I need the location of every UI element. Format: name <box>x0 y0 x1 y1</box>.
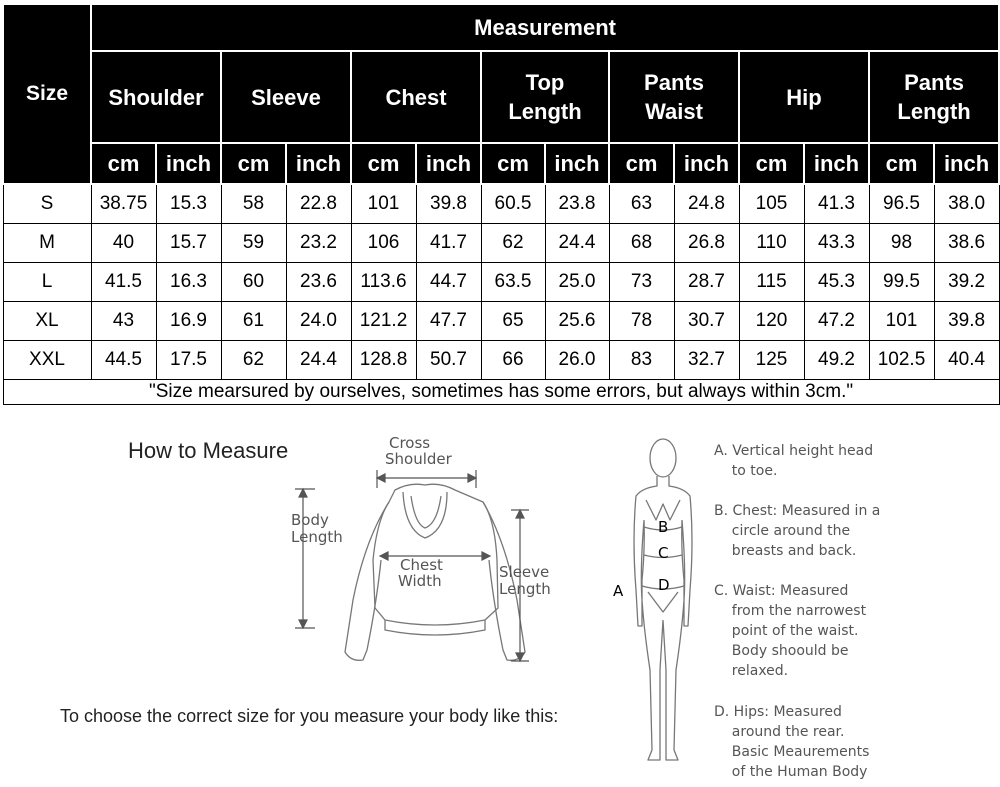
value-cell: 113.6 <box>351 262 416 301</box>
value-cell: 40.4 <box>934 340 999 379</box>
value-cell: 62 <box>221 340 286 379</box>
value-cell: 38.6 <box>934 223 999 262</box>
unit-inch-header: inch <box>674 143 739 184</box>
size-cell: M <box>3 223 91 262</box>
value-cell: 47.7 <box>416 301 481 340</box>
value-cell: 68 <box>609 223 674 262</box>
value-cell: 24.8 <box>674 184 739 223</box>
size-chart-table <box>2 3 1000 405</box>
value-cell: 105 <box>739 184 804 223</box>
marker-b: B <box>658 518 669 536</box>
value-cell: 41.7 <box>416 223 481 262</box>
value-cell: 78 <box>609 301 674 340</box>
unit-inch-header: inch <box>156 143 221 184</box>
human-body-diagram <box>600 430 710 780</box>
definition-d: D. Hips: Measured around the rear. Basic Meaurements of the Human Body <box>714 704 870 780</box>
value-cell: 41.3 <box>804 184 869 223</box>
value-cell: 59 <box>221 223 286 262</box>
unit-inch-header: inch <box>545 143 609 184</box>
garment-measure-diagram <box>285 430 570 670</box>
table-row <box>3 262 999 301</box>
choose-size-instruction: To choose the correct size for you measure your body like this: <box>60 706 559 726</box>
value-cell: 15.7 <box>156 223 221 262</box>
value-cell: 17.5 <box>156 340 221 379</box>
size-header: Size <box>3 4 91 184</box>
value-cell: 50.7 <box>416 340 481 379</box>
how-to-measure-title: How to Measure <box>128 438 289 463</box>
value-cell: 60 <box>221 262 286 301</box>
value-cell: 25.6 <box>545 301 609 340</box>
column-header: Top Length <box>481 51 609 143</box>
value-cell: 45.3 <box>804 262 869 301</box>
value-cell: 28.7 <box>674 262 739 301</box>
unit-cm-header: cm <box>481 143 545 184</box>
value-cell: 99.5 <box>869 262 934 301</box>
definition-a: A. Vertical height head to toe. <box>714 443 874 479</box>
chest-width-label-1: Chest <box>400 556 443 574</box>
value-cell: 49.2 <box>804 340 869 379</box>
unit-inch-header: inch <box>804 143 869 184</box>
value-cell: 73 <box>609 262 674 301</box>
value-cell: 32.7 <box>674 340 739 379</box>
value-cell: 22.8 <box>286 184 351 223</box>
chest-width-label-2: Width <box>398 572 442 590</box>
value-cell: 23.6 <box>286 262 351 301</box>
value-cell: 44.7 <box>416 262 481 301</box>
value-cell: 43.3 <box>804 223 869 262</box>
value-cell: 47.2 <box>804 301 869 340</box>
unit-cm-header: cm <box>869 143 934 184</box>
unit-inch-header: inch <box>286 143 351 184</box>
size-cell: XXL <box>3 340 91 379</box>
measurement-header: Measurement <box>91 4 999 51</box>
value-cell: 106 <box>351 223 416 262</box>
column-header: Hip <box>739 51 869 143</box>
column-header: Pants Length <box>869 51 999 143</box>
column-header: Chest <box>351 51 481 143</box>
value-cell: 38.75 <box>91 184 156 223</box>
table-row <box>3 340 999 379</box>
sleeve-length-label-1: Sleeve <box>499 563 550 581</box>
value-cell: 98 <box>869 223 934 262</box>
value-cell: 66 <box>481 340 545 379</box>
value-cell: 120 <box>739 301 804 340</box>
body-length-label-1: Body <box>291 511 329 529</box>
value-cell: 15.3 <box>156 184 221 223</box>
column-header: Sleeve <box>221 51 351 143</box>
value-cell: 26.8 <box>674 223 739 262</box>
marker-d: D <box>658 576 670 594</box>
value-cell: 65 <box>481 301 545 340</box>
value-cell: 39.2 <box>934 262 999 301</box>
value-cell: 41.5 <box>91 262 156 301</box>
value-cell: 39.8 <box>416 184 481 223</box>
sleeve-length-label-2: Length <box>499 580 551 598</box>
value-cell: 58 <box>221 184 286 223</box>
value-cell: 24.0 <box>286 301 351 340</box>
marker-c: C <box>658 544 669 562</box>
table-note: "Size mearsured by ourselves, sometimes has some errors, but always within 3cm." <box>3 379 999 404</box>
value-cell: 44.5 <box>91 340 156 379</box>
value-cell: 60.5 <box>481 184 545 223</box>
value-cell: 24.4 <box>545 223 609 262</box>
value-cell: 23.2 <box>286 223 351 262</box>
value-cell: 110 <box>739 223 804 262</box>
value-cell: 101 <box>869 301 934 340</box>
value-cell: 125 <box>739 340 804 379</box>
definition-c: C. Waist: Measured from the narrowest point of the waist. Body shoould be relaxed. <box>714 583 867 679</box>
size-cell: L <box>3 262 91 301</box>
definition-b: B. Chest: Measured in a circle around the breasts and back. <box>714 503 881 559</box>
value-cell: 25.0 <box>545 262 609 301</box>
column-header: Pants Waist <box>609 51 739 143</box>
value-cell: 16.3 <box>156 262 221 301</box>
table-row <box>3 301 999 340</box>
unit-inch-header: inch <box>934 143 999 184</box>
value-cell: 115 <box>739 262 804 301</box>
value-cell: 40 <box>91 223 156 262</box>
value-cell: 43 <box>91 301 156 340</box>
value-cell: 39.8 <box>934 301 999 340</box>
value-cell: 30.7 <box>674 301 739 340</box>
table-row <box>3 184 999 223</box>
value-cell: 96.5 <box>869 184 934 223</box>
value-cell: 38.0 <box>934 184 999 223</box>
column-header: Shoulder <box>91 51 221 143</box>
unit-cm-header: cm <box>221 143 286 184</box>
value-cell: 23.8 <box>545 184 609 223</box>
cross-shoulder-label-1: Cross <box>389 434 431 452</box>
value-cell: 16.9 <box>156 301 221 340</box>
value-cell: 61 <box>221 301 286 340</box>
value-cell: 24.4 <box>286 340 351 379</box>
value-cell: 83 <box>609 340 674 379</box>
unit-cm-header: cm <box>739 143 804 184</box>
value-cell: 63 <box>609 184 674 223</box>
value-cell: 101 <box>351 184 416 223</box>
value-cell: 26.0 <box>545 340 609 379</box>
table-row <box>3 223 999 262</box>
unit-cm-header: cm <box>91 143 156 184</box>
value-cell: 102.5 <box>869 340 934 379</box>
unit-cm-header: cm <box>609 143 674 184</box>
unit-inch-header: inch <box>416 143 481 184</box>
marker-a: A <box>613 582 624 600</box>
cross-shoulder-label-2: Shoulder <box>385 450 452 468</box>
body-length-label-2: Length <box>291 528 343 546</box>
value-cell: 128.8 <box>351 340 416 379</box>
value-cell: 121.2 <box>351 301 416 340</box>
unit-cm-header: cm <box>351 143 416 184</box>
size-cell: XL <box>3 301 91 340</box>
value-cell: 62 <box>481 223 545 262</box>
size-cell: S <box>3 184 91 223</box>
value-cell: 63.5 <box>481 262 545 301</box>
